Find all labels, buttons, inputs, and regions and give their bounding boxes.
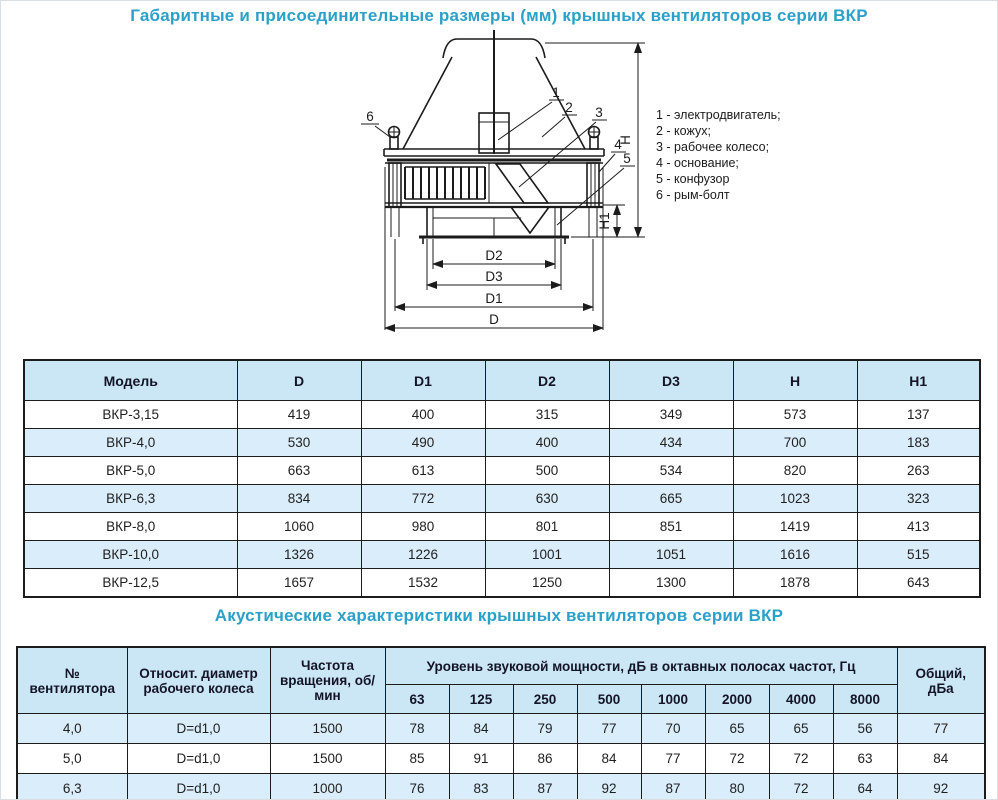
part-number-1: 1 [552,85,560,100]
table-row [24,569,980,598]
value-cell: 323 [857,485,980,513]
value-cell: 1616 [733,541,857,569]
page-title-dimensions: Габаритные и присоединительные размеры (мм) крышных вентиляторов серии ВКР [130,6,868,25]
value-cell: 84 [897,744,985,774]
column-header-rel-diameter: Относит. диаметр рабочего колеса [127,647,270,714]
value-cell: 834 [237,485,361,513]
value-cell: 400 [361,401,485,429]
fan-no-cell: 6,3 [17,774,127,800]
table-row [17,774,985,800]
table-row [24,429,980,457]
model-cell: ВКР-4,0 [24,429,237,457]
value-cell: 77 [577,714,641,744]
legend-item: 6 - рым-болт [656,188,730,202]
value-cell: 78 [385,714,449,744]
frequency-header: 1000 [641,685,705,714]
dim-label-h1: H1 [597,212,612,230]
value-cell: 400 [485,429,609,457]
value-cell: 137 [857,401,980,429]
dimensions-table [23,359,981,598]
value-cell: 613 [361,457,485,485]
part-number-4: 4 [614,137,622,152]
value-cell: 1250 [485,569,609,598]
fan-body [384,30,604,244]
legend-item: 4 - основание; [656,156,739,170]
table-row [17,714,985,744]
model-cell: ВКР-3,15 [24,401,237,429]
dim-label-d1: D1 [485,291,503,306]
value-cell: 72 [705,744,769,774]
dim-label-d: D [489,312,499,327]
dim-label-d2: D2 [485,248,503,263]
value-cell: 77 [897,714,985,744]
value-cell: 315 [485,401,609,429]
frequency-header: 250 [513,685,577,714]
value-cell: 87 [641,774,705,800]
acoustic-table [16,646,986,800]
legend-item: 2 - кожух; [656,124,711,138]
fan-no-cell: 5,0 [17,744,127,774]
value-cell: 1878 [733,569,857,598]
value-cell: 63 [833,744,897,774]
eyebolt-left [389,127,400,150]
part-number-5: 5 [623,151,631,166]
table-row [24,513,980,541]
value-cell: 80 [705,774,769,800]
value-cell: 772 [361,485,485,513]
dim-label-h: H [618,135,633,145]
part-number-3: 3 [595,105,603,120]
model-cell: ВКР-10,0 [24,541,237,569]
dimensions-table-header-row [24,360,980,401]
value-cell: 573 [733,401,857,429]
column-header: D [237,360,361,401]
value-cell: 349 [609,401,733,429]
value-cell: 413 [857,513,980,541]
column-header-fan-no: № вентилятора [17,647,127,714]
value-cell: 92 [577,774,641,800]
value-cell: 1500 [270,744,385,774]
value-cell: 1300 [609,569,733,598]
table-row [24,401,980,429]
frequency-header: 4000 [769,685,833,714]
value-cell: 72 [769,774,833,800]
value-cell: 183 [857,429,980,457]
column-header: H1 [857,360,980,401]
value-cell: 530 [237,429,361,457]
frequency-header: 500 [577,685,641,714]
model-cell: ВКР-5,0 [24,457,237,485]
frequency-header: 63 [385,685,449,714]
eyebolt-right [589,127,600,150]
column-header: D3 [609,360,733,401]
value-cell: 820 [733,457,857,485]
fan-no-cell: 4,0 [17,714,127,744]
value-cell: D=d1,0 [127,714,270,744]
value-cell: D=d1,0 [127,774,270,800]
column-header-total: Общий, дБа [897,647,985,714]
value-cell: 534 [609,457,733,485]
column-header: D2 [485,360,609,401]
value-cell: 1001 [485,541,609,569]
value-cell: 79 [513,714,577,744]
value-cell: 851 [609,513,733,541]
value-cell: 643 [857,569,980,598]
value-cell: 87 [513,774,577,800]
frequency-header: 8000 [833,685,897,714]
dim-label-d3: D3 [485,269,503,284]
acoustic-header-row-1 [17,647,985,685]
value-cell: 1532 [361,569,485,598]
value-cell: 1326 [237,541,361,569]
value-cell: 91 [449,744,513,774]
table-row [24,541,980,569]
value-cell: 92 [897,774,985,800]
value-cell: 663 [237,457,361,485]
value-cell: 64 [833,774,897,800]
frequency-header: 2000 [705,685,769,714]
value-cell: 70 [641,714,705,744]
model-cell: ВКР-12,5 [24,569,237,598]
value-cell: D=d1,0 [127,744,270,774]
value-cell: 980 [361,513,485,541]
value-cell: 1657 [237,569,361,598]
frequency-header: 125 [449,685,513,714]
value-cell: 801 [485,513,609,541]
impeller [433,164,549,237]
column-header: D1 [361,360,485,401]
dimension-lines [361,43,645,330]
table-row [17,744,985,774]
model-cell: ВКР-6,3 [24,485,237,513]
legend-item: 3 - рабочее колесо; [656,140,770,154]
value-cell: 65 [705,714,769,744]
value-cell: 84 [577,744,641,774]
value-cell: 665 [609,485,733,513]
value-cell: 500 [485,457,609,485]
column-header: H [733,360,857,401]
part-number-6: 6 [366,109,374,124]
value-cell: 86 [513,744,577,774]
legend-item: 1 - электродвигатель; [656,108,781,122]
table-row [24,485,980,513]
value-cell: 1500 [270,714,385,744]
fan-drawing [349,27,659,339]
value-cell: 419 [237,401,361,429]
value-cell: 1226 [361,541,485,569]
value-cell: 83 [449,774,513,800]
table-row [24,457,980,485]
value-cell: 1060 [237,513,361,541]
part-number-2: 2 [565,100,573,115]
page-title-acoustics: Акустические характеристики крышных вентиляторов серии ВКР [214,606,784,625]
value-cell: 515 [857,541,980,569]
value-cell: 1419 [733,513,857,541]
cowl-left [403,57,452,149]
value-cell: 1000 [270,774,385,800]
value-cell: 84 [449,714,513,744]
value-cell: 85 [385,744,449,774]
value-cell: 72 [769,744,833,774]
value-cell: 76 [385,774,449,800]
column-header: Модель [24,360,237,401]
column-header-rotation-speed: Частота вращения, об/мин [270,647,385,714]
value-cell: 1051 [609,541,733,569]
value-cell: 65 [769,714,833,744]
legend-item: 5 - конфузор [656,172,730,186]
value-cell: 263 [857,457,980,485]
model-cell: ВКР-8,0 [24,513,237,541]
value-cell: 77 [641,744,705,774]
column-header-sound-power-group: Уровень звуковой мощности, дБ в октавных полосах частот, Гц [385,647,897,685]
value-cell: 1023 [733,485,857,513]
louvers [405,167,485,199]
value-cell: 56 [833,714,897,744]
value-cell: 434 [609,429,733,457]
value-cell: 630 [485,485,609,513]
value-cell: 700 [733,429,857,457]
parts-legend [656,107,781,203]
value-cell: 490 [361,429,485,457]
